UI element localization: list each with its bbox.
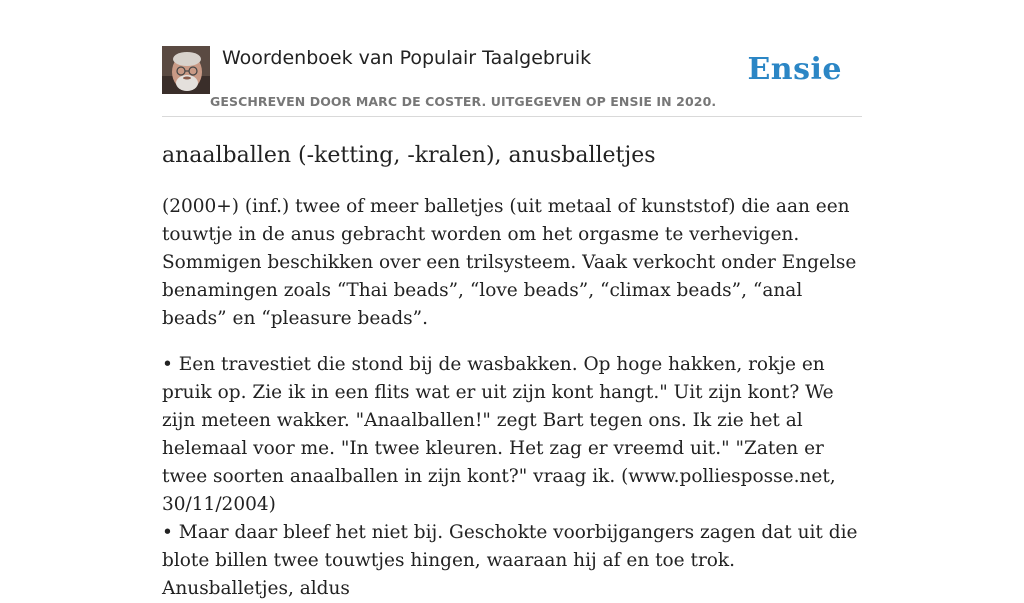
entry-page [162,46,862,603]
dictionary-title[interactable]: Woordenboek van Populair Taalgebruik [222,47,592,69]
author-byline: GESCHREVEN DOOR MARC DE COSTER. UITGEGEVEN OP ENSIE IN 2020. [210,94,717,109]
ensie-logo-link[interactable]: Ensie [747,52,842,87]
example-quote: • Maar daar bleef het niet bij. Geschokte voorbijgangers zagen dat uit die blote billen twee touwtjes hingen, waaraan hij af en toe trok. Anusballetjes, aldus [162,522,858,599]
entry-examples [162,351,862,603]
entry-header [162,46,862,117]
entry-definition: (2000+) (inf.) twee of meer balletjes (uit metaal of kunststof) die aan een touwtje in de anus gebracht worden om het orgasme te verhevigen. Sommigen beschikken over een trilsysteem. Vaak verkocht onder Engelse benamingen zoals “Thai beads”, “love beads”, “climax beads”, “anal beads” en “pleasure beads”. [162,196,857,329]
example-quote: • Een travestiet die stond bij de wasbakken. Op hoge hakken, rokje en pruik op. Zie ik in een flits wat er uit zijn kont hangt." Uit zijn kont? We zijn meteen wakker. "Anaalballen!" zegt Bart tegen ons. Ik zie het al helemaal voor me. "In twee kleuren. Het zag er vreemd uit." "Zaten er twee soorten anaalballen in zijn kont?" vraag ik. (www.polliesposse.net, 30/11/2004) [162,354,836,515]
entry-term: anaalballen (-ketting, -kralen), anusballetjes [162,143,656,168]
author-avatar[interactable] [162,46,210,94]
